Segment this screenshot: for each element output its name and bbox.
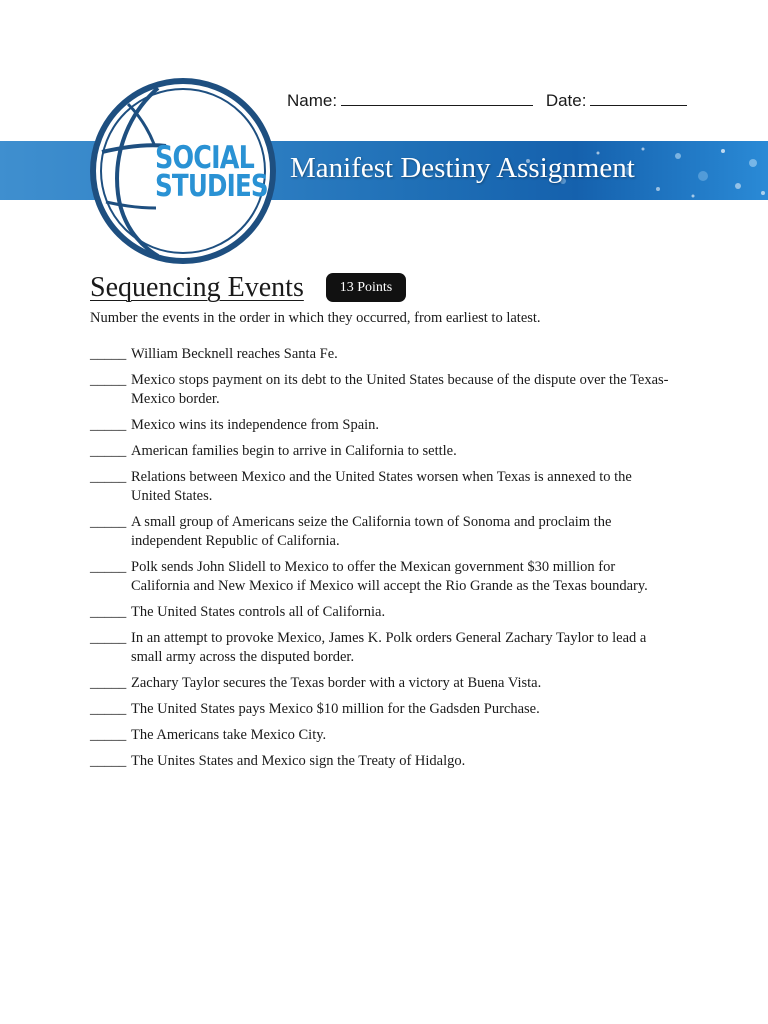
- event-text: A small group of Americans seize the California town of Sonoma and proclaim the independent Republic of California.: [131, 514, 612, 549]
- answer-blank[interactable]: _____: [90, 346, 127, 362]
- answer-blank[interactable]: _____: [90, 417, 127, 433]
- event-text: Mexico stops payment on its debt to the United States because of the dispute over the Texas-Mexico border.: [131, 372, 669, 407]
- list-item: [90, 674, 670, 693]
- answer-blank[interactable]: _____: [90, 559, 127, 575]
- date-label: Date:: [545, 91, 587, 110]
- list-item: [90, 442, 670, 461]
- answer-blank[interactable]: _____: [90, 372, 127, 388]
- event-text: The Unites States and Mexico sign the Treaty of Hidalgo.: [131, 753, 466, 769]
- event-text: Polk sends John Slidell to Mexico to offer the Mexican government $30 million for California and New Mexico if Mexico will accept the Rio Grande as the Texas boundary.: [131, 559, 648, 594]
- answer-blank[interactable]: _____: [90, 753, 127, 769]
- name-date-row: [287, 89, 687, 111]
- instructions: Number the events in the order in which they occurred, from earliest to latest.: [90, 310, 541, 326]
- event-text: American families begin to arrive in California to settle.: [131, 443, 457, 459]
- event-text: Mexico wins its independence from Spain.: [131, 417, 380, 433]
- date-field[interactable]: [590, 89, 687, 106]
- list-item: [90, 752, 670, 771]
- section-title: Sequencing Events: [90, 272, 304, 303]
- answer-blank[interactable]: _____: [90, 727, 127, 743]
- events-list: [90, 345, 670, 778]
- answer-blank[interactable]: _____: [90, 630, 127, 646]
- answer-blank[interactable]: _____: [90, 604, 127, 620]
- event-text: Zachary Taylor secures the Texas border with a victory at Buena Vista.: [131, 675, 542, 691]
- answer-blank[interactable]: _____: [90, 701, 127, 717]
- list-item: [90, 726, 670, 745]
- event-text: In an attempt to provoke Mexico, James K. Polk orders General Zachary Taylor to lead a small army across the disputed border.: [131, 630, 647, 665]
- name-label: Name:: [287, 91, 338, 110]
- answer-blank[interactable]: _____: [90, 443, 127, 459]
- points-badge: 13 Points: [326, 273, 406, 302]
- list-item: [90, 700, 670, 719]
- answer-blank[interactable]: _____: [90, 469, 127, 485]
- list-item: [90, 603, 670, 622]
- logo-text-social: SOCIAL: [155, 140, 254, 176]
- event-text: The United States controls all of California.: [131, 604, 386, 620]
- list-item: [90, 371, 670, 409]
- list-item: [90, 558, 670, 596]
- assignment-title: Manifest Destiny Assignment: [290, 152, 635, 184]
- event-text: The Americans take Mexico City.: [131, 727, 327, 743]
- answer-blank[interactable]: _____: [90, 675, 127, 691]
- list-item: [90, 629, 670, 667]
- name-field[interactable]: [341, 89, 533, 106]
- answer-blank[interactable]: _____: [90, 514, 127, 530]
- list-item: [90, 345, 670, 364]
- event-text: William Becknell reaches Santa Fe.: [131, 346, 338, 362]
- event-text: Relations between Mexico and the United States worsen when Texas is annexed to the United States.: [131, 469, 632, 504]
- logo-text-studies: STUDIES: [155, 169, 268, 204]
- list-item: [90, 513, 670, 551]
- list-item: [90, 468, 670, 506]
- event-text: The United States pays Mexico $10 million for the Gadsden Purchase.: [131, 701, 540, 717]
- list-item: [90, 416, 670, 435]
